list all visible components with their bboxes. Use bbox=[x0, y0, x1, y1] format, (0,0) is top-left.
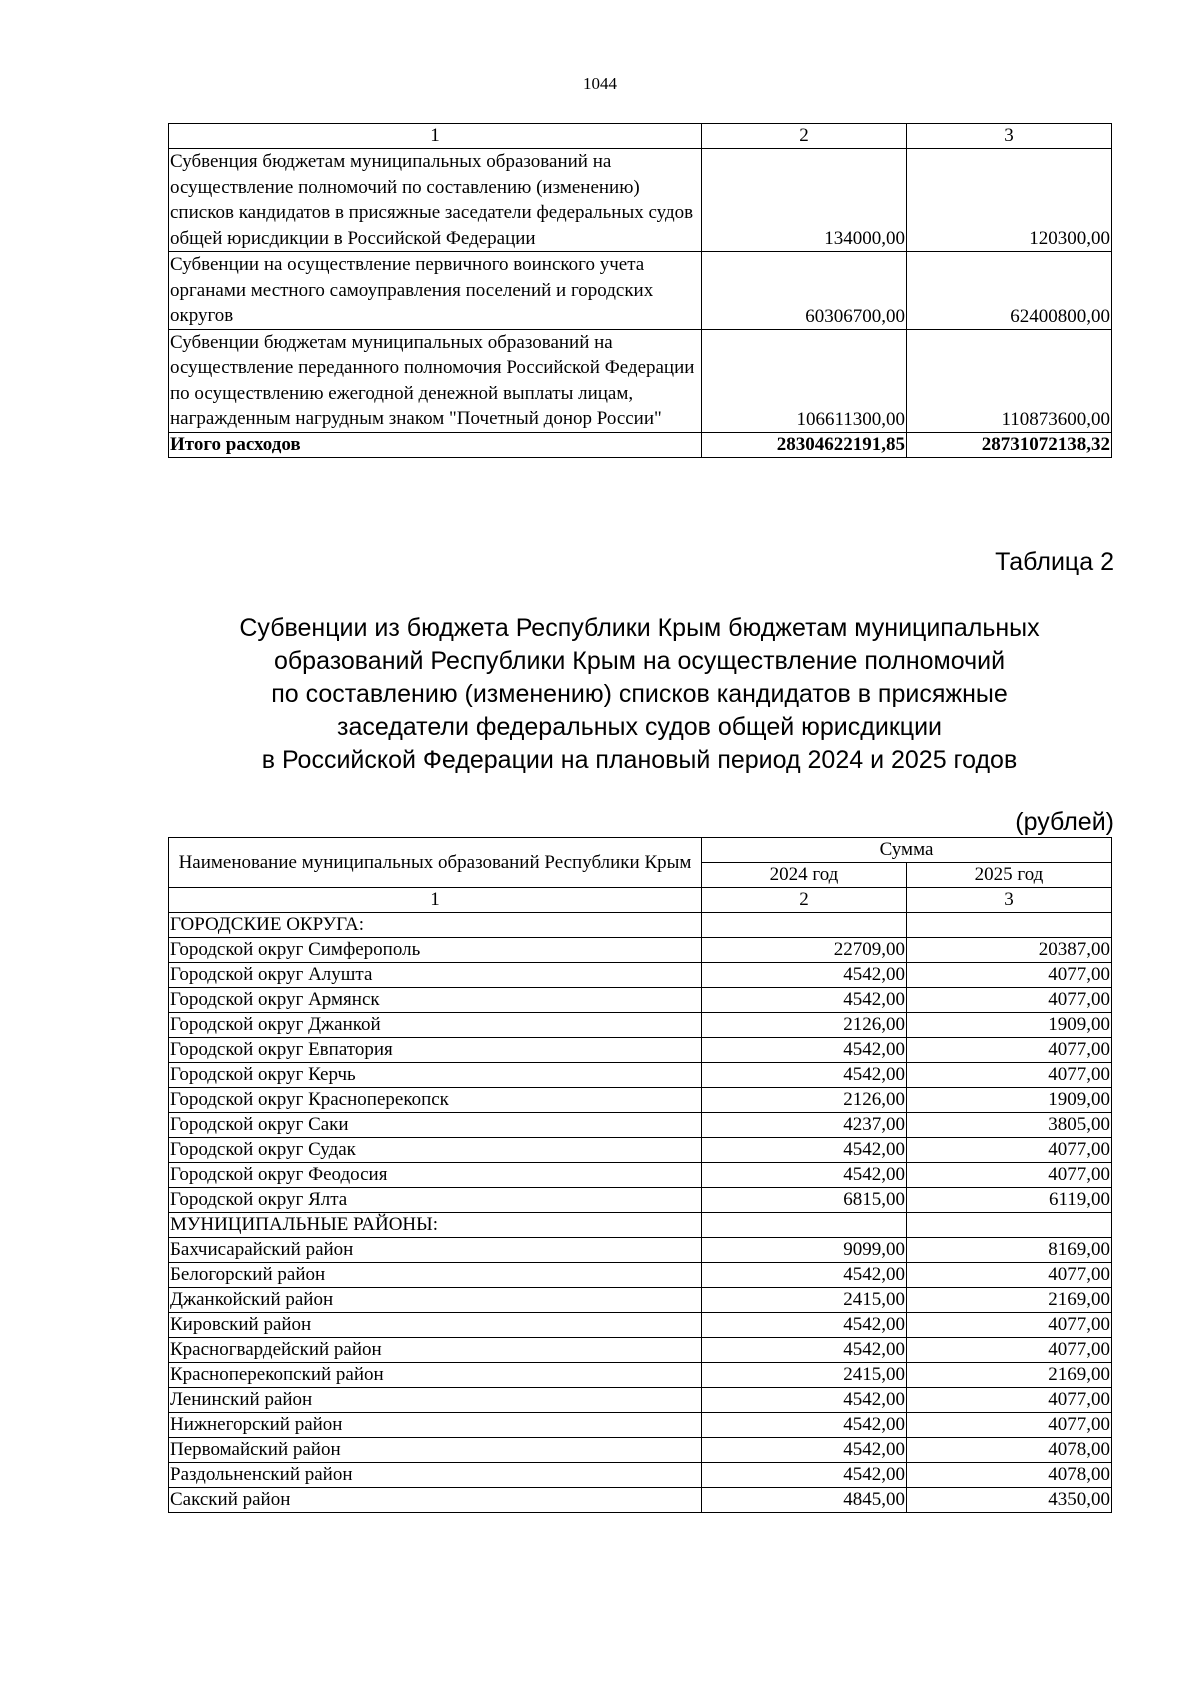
column-number-cell: 2 bbox=[702, 888, 907, 913]
value-2025-cell: 4077,00 bbox=[907, 1313, 1112, 1338]
table-row bbox=[169, 988, 1112, 1013]
value-2025-cell: 2169,00 bbox=[907, 1288, 1112, 1313]
value-2025-cell: 4077,00 bbox=[907, 1338, 1112, 1363]
table-row bbox=[169, 1188, 1112, 1213]
value-2024-cell: 4542,00 bbox=[702, 1463, 907, 1488]
value-2024-cell: 106611300,00 bbox=[702, 329, 907, 432]
municipality-name-cell: Первомайский район bbox=[169, 1438, 702, 1463]
value-2025-cell: 110873600,00 bbox=[907, 329, 1112, 432]
value-2024-cell: 4542,00 bbox=[702, 963, 907, 988]
table-row bbox=[169, 1438, 1112, 1463]
section-row bbox=[169, 913, 1112, 938]
table-row bbox=[169, 1288, 1112, 1313]
column-number-cell: 3 bbox=[907, 888, 1112, 913]
value-2025-cell: 4077,00 bbox=[907, 988, 1112, 1013]
table-row bbox=[169, 1038, 1112, 1063]
table-row bbox=[169, 1413, 1112, 1438]
column-number-row bbox=[169, 124, 1112, 149]
table-row bbox=[169, 963, 1112, 988]
title-line: заседатели федеральных судов общей юрисдикции bbox=[336, 713, 943, 741]
header-2024-cell: 2024 год bbox=[702, 863, 907, 888]
column-number-cell: 1 bbox=[169, 888, 702, 913]
value-2024-cell: 4542,00 bbox=[702, 988, 907, 1013]
row-name-cell: Субвенции на осуществление первичного воинского учета органами местного самоуправления поселений и городских округов bbox=[169, 252, 702, 330]
value-2025-cell: 1909,00 bbox=[907, 1088, 1112, 1113]
municipality-name-cell: Красногвардейский район bbox=[169, 1338, 702, 1363]
table-row bbox=[169, 1138, 1112, 1163]
value-2025-cell: 3805,00 bbox=[907, 1113, 1112, 1138]
value-2024-cell: 4542,00 bbox=[702, 1138, 907, 1163]
municipality-name-cell: Нижнегорский район bbox=[169, 1413, 702, 1438]
total-2025-cell: 28731072138,32 bbox=[907, 432, 1112, 457]
value-2025-cell: 4077,00 bbox=[907, 1038, 1112, 1063]
value-2024-cell: 2415,00 bbox=[702, 1288, 907, 1313]
value-2024-cell: 9099,00 bbox=[702, 1238, 907, 1263]
value-2024-cell: 4542,00 bbox=[702, 1338, 907, 1363]
total-2024-cell: 28304622191,85 bbox=[702, 432, 907, 457]
municipality-name-cell: Городской округ Керчь bbox=[169, 1063, 702, 1088]
municipality-name-cell: Красноперекопский район bbox=[169, 1363, 702, 1388]
column-number-row bbox=[169, 888, 1112, 913]
table-row bbox=[169, 252, 1112, 330]
municipality-name-cell: Городской округ Саки bbox=[169, 1113, 702, 1138]
total-row bbox=[169, 432, 1112, 457]
empty-cell bbox=[702, 913, 907, 938]
value-2024-cell: 4542,00 bbox=[702, 1038, 907, 1063]
empty-cell bbox=[702, 1213, 907, 1238]
table-title bbox=[168, 612, 1111, 777]
value-2025-cell: 4077,00 bbox=[907, 1163, 1112, 1188]
value-2025-cell: 6119,00 bbox=[907, 1188, 1112, 1213]
value-2025-cell: 1909,00 bbox=[907, 1013, 1112, 1038]
table-row bbox=[169, 149, 1112, 252]
page-number: 1044 bbox=[583, 74, 617, 93]
value-2024-cell: 4542,00 bbox=[702, 1163, 907, 1188]
urban-rows bbox=[169, 938, 1112, 1213]
value-2024-cell: 6815,00 bbox=[702, 1188, 907, 1213]
units-label: (рублей) bbox=[1015, 808, 1114, 836]
table-row bbox=[169, 1463, 1112, 1488]
column-number-cell: 1 bbox=[169, 124, 702, 149]
table-row bbox=[169, 1388, 1112, 1413]
subventions-table bbox=[168, 837, 1112, 1513]
table-row bbox=[169, 1313, 1112, 1338]
row-name-cell: Субвенции бюджетам муниципальных образований на осуществление переданного полномочия Российской Федерации по осуществлению ежегодной денежной выплаты лицам, награжденным нагрудным знаком "Почетный донор России" bbox=[169, 329, 702, 432]
value-2024-cell: 4542,00 bbox=[702, 1438, 907, 1463]
value-2025-cell: 4350,00 bbox=[907, 1488, 1112, 1513]
value-2025-cell: 4077,00 bbox=[907, 1063, 1112, 1088]
title-line: по составлению (изменению) списков кандидатов в присяжные bbox=[271, 680, 1008, 708]
empty-cell bbox=[907, 913, 1112, 938]
table-row bbox=[169, 1113, 1112, 1138]
value-2025-cell: 4077,00 bbox=[907, 1413, 1112, 1438]
municipality-name-cell: Городской округ Симферополь bbox=[169, 938, 702, 963]
title-line: образований Республики Крым на осуществление полномочий bbox=[273, 647, 1006, 675]
municipality-name-cell: Городской округ Судак bbox=[169, 1138, 702, 1163]
column-number-cell: 2 bbox=[702, 124, 907, 149]
value-2024-cell: 4845,00 bbox=[702, 1488, 907, 1513]
table-row bbox=[169, 1163, 1112, 1188]
value-2025-cell: 62400800,00 bbox=[907, 252, 1112, 330]
table-row bbox=[169, 938, 1112, 963]
table-row bbox=[169, 1063, 1112, 1088]
value-2024-cell: 4542,00 bbox=[702, 1313, 907, 1338]
title-line: Субвенции из бюджета Республики Крым бюджетам муниципальных bbox=[239, 614, 1040, 642]
value-2024-cell: 60306700,00 bbox=[702, 252, 907, 330]
municipality-name-cell: Городской округ Евпатория bbox=[169, 1038, 702, 1063]
total-label-cell: Итого расходов bbox=[169, 432, 702, 457]
municipality-name-cell: Городской округ Армянск bbox=[169, 988, 702, 1013]
value-2025-cell: 20387,00 bbox=[907, 938, 1112, 963]
value-2025-cell: 120300,00 bbox=[907, 149, 1112, 252]
value-2024-cell: 4542,00 bbox=[702, 1413, 907, 1438]
header-name-cell: Наименование муниципальных образований Республики Крым bbox=[169, 838, 702, 888]
value-2024-cell: 2415,00 bbox=[702, 1363, 907, 1388]
value-2024-cell: 2126,00 bbox=[702, 1013, 907, 1038]
value-2025-cell: 8169,00 bbox=[907, 1238, 1112, 1263]
table-row bbox=[169, 329, 1112, 432]
value-2024-cell: 2126,00 bbox=[702, 1088, 907, 1113]
title-line: в Российской Федерации на плановый период 2024 и 2025 годов bbox=[261, 746, 1018, 774]
section-label-cell: МУНИЦИПАЛЬНЫЕ РАЙОНЫ: bbox=[169, 1213, 702, 1238]
header-row bbox=[169, 838, 1112, 863]
municipality-name-cell: Городской округ Феодосия bbox=[169, 1163, 702, 1188]
table-row bbox=[169, 1263, 1112, 1288]
value-2025-cell: 2169,00 bbox=[907, 1363, 1112, 1388]
value-2025-cell: 4077,00 bbox=[907, 1388, 1112, 1413]
row-name-cell: Субвенция бюджетам муниципальных образований на осуществление полномочий по составлению (изменению) списков кандидатов в присяжные заседатели федеральных судов общей юрисдикции в Российской Федерации bbox=[169, 149, 702, 252]
municipality-name-cell: Городской округ Красноперекопск bbox=[169, 1088, 702, 1113]
value-2025-cell: 4077,00 bbox=[907, 1138, 1112, 1163]
municipality-name-cell: Ленинский район bbox=[169, 1388, 702, 1413]
municipality-name-cell: Кировский район bbox=[169, 1313, 702, 1338]
value-2025-cell: 4078,00 bbox=[907, 1463, 1112, 1488]
header-sum-cell: Сумма bbox=[702, 838, 1112, 863]
empty-cell bbox=[907, 1213, 1112, 1238]
municipality-name-cell: Белогорский район bbox=[169, 1263, 702, 1288]
expenses-table-continuation bbox=[168, 123, 1112, 458]
table-row bbox=[169, 1363, 1112, 1388]
header-2025-cell: 2025 год bbox=[907, 863, 1112, 888]
table-row bbox=[169, 1013, 1112, 1038]
municipality-name-cell: Раздольненский район bbox=[169, 1463, 702, 1488]
municipality-name-cell: Сакский район bbox=[169, 1488, 702, 1513]
table-row bbox=[169, 1238, 1112, 1263]
municipality-name-cell: Бахчисарайский район bbox=[169, 1238, 702, 1263]
value-2024-cell: 4542,00 bbox=[702, 1263, 907, 1288]
municipality-name-cell: Джанкойский район bbox=[169, 1288, 702, 1313]
value-2024-cell: 4237,00 bbox=[702, 1113, 907, 1138]
value-2025-cell: 4077,00 bbox=[907, 1263, 1112, 1288]
column-number-cell: 3 bbox=[907, 124, 1112, 149]
value-2024-cell: 134000,00 bbox=[702, 149, 907, 252]
municipality-name-cell: Городской округ Джанкой bbox=[169, 1013, 702, 1038]
value-2024-cell: 4542,00 bbox=[702, 1063, 907, 1088]
value-2025-cell: 4078,00 bbox=[907, 1438, 1112, 1463]
value-2024-cell: 4542,00 bbox=[702, 1388, 907, 1413]
table-caption: Таблица 2 bbox=[995, 548, 1114, 576]
table-row bbox=[169, 1338, 1112, 1363]
table-row bbox=[169, 1488, 1112, 1513]
section-label-cell: ГОРОДСКИЕ ОКРУГА: bbox=[169, 913, 702, 938]
municipality-name-cell: Городской округ Алушта bbox=[169, 963, 702, 988]
value-2024-cell: 22709,00 bbox=[702, 938, 907, 963]
table-row bbox=[169, 1088, 1112, 1113]
municipality-name-cell: Городской округ Ялта bbox=[169, 1188, 702, 1213]
section-row bbox=[169, 1213, 1112, 1238]
value-2025-cell: 4077,00 bbox=[907, 963, 1112, 988]
district-rows bbox=[169, 1238, 1112, 1513]
